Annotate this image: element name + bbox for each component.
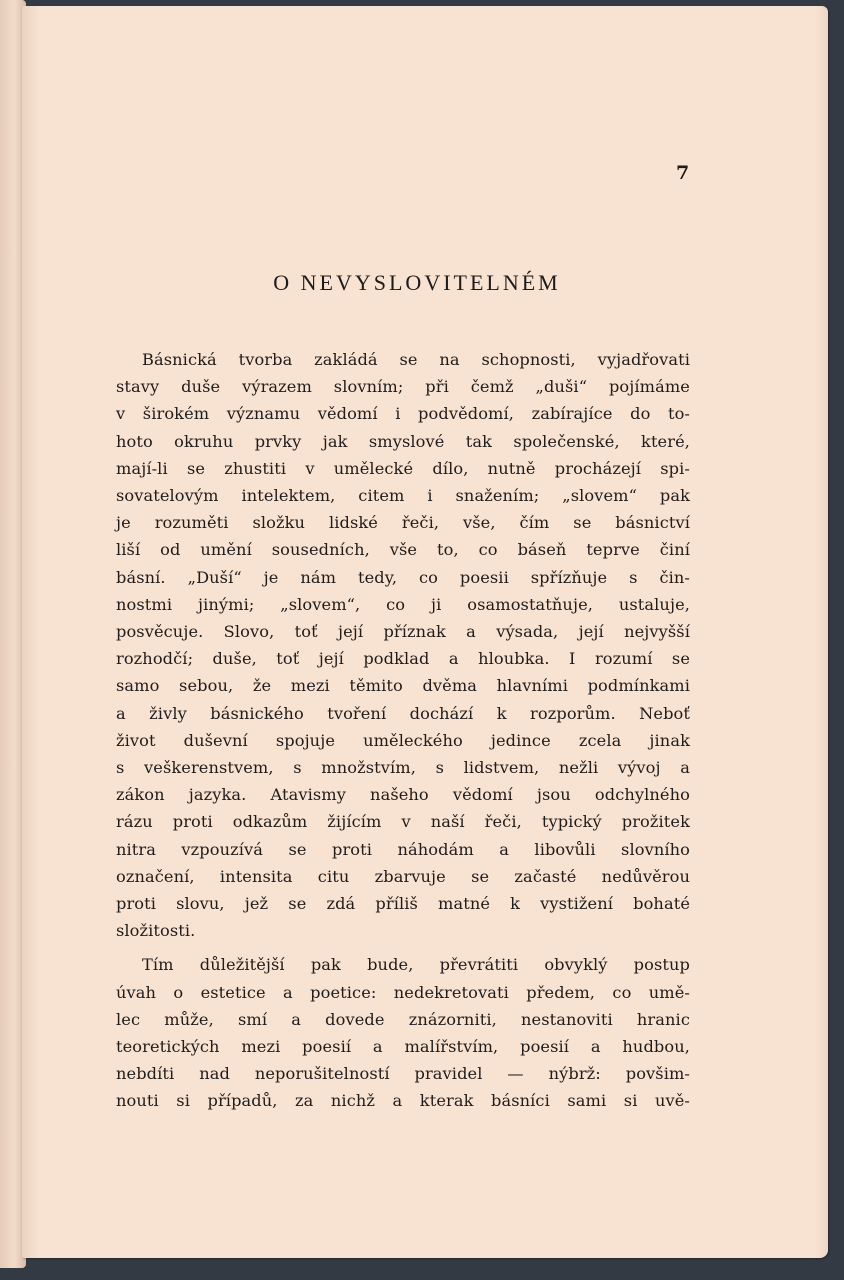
- text-line: nouti si případů, za nichž a kterak básníci sami si uvě-: [116, 1091, 690, 1111]
- page-number: 7: [676, 162, 690, 184]
- text-line: život duševní spojuje uměleckého jedince zcela jinak: [116, 730, 690, 750]
- text-line: v širokém významu vědomí i podvědomí, zabírajíce do to-: [116, 404, 690, 424]
- text-line: samo sebou, že mezi těmito dvěma hlavními podmínkami: [116, 676, 690, 696]
- text-line: básní. „Duší“ je nám tedy, co poesii spřízňuje s čin-: [116, 567, 690, 587]
- text-line: teoretických mezi poesií a malířstvím, poesií a hudbou,: [116, 1037, 690, 1057]
- text-line: nitra vzpouzívá se proti náhodám a libovůli slovního: [116, 839, 690, 859]
- text-line: proti slovu, jež se zdá příliš matné k vystižení bohaté: [116, 894, 690, 914]
- text-line: sovatelovým intelektem, citem i snažením; „slovem“ pak: [116, 486, 690, 506]
- book-page: [22, 6, 828, 1258]
- body-text: [116, 346, 690, 1115]
- text-line: hoto okruhu prvky jak smyslové tak společenské, které,: [116, 431, 690, 451]
- text-line: mají-li se zhustiti v umělecké dílo, nutně procházejí spi-: [116, 458, 690, 478]
- text-line: stavy duše výrazem slovním; při čemž „duši“ pojímáme: [116, 377, 690, 397]
- text-line: úvah o estetice a poetice: nedekretovati předem, co umě-: [116, 982, 690, 1002]
- text-line: Tím důležitější pak bude, převrátiti obvyklý postup: [142, 955, 690, 975]
- text-line: rozhodčí; duše, toť její podklad a hloubka. I rozumí se: [116, 649, 690, 669]
- text-line: zákon jazyka. Atavismy našeho vědomí jsou odchylného: [116, 785, 690, 805]
- text-line: nostmi jinými; „slovem“, co ji osamostatňuje, ustaluje,: [116, 594, 690, 614]
- paragraph-gap: [116, 944, 690, 951]
- chapter-title: O NEVYSLOVITELNÉM: [273, 270, 561, 295]
- text-line: liší od umění sousedních, vše to, co báseň teprve činí: [116, 540, 690, 560]
- text-line: označení, intensita citu zbarvuje se začasté nedůvěrou: [116, 866, 690, 886]
- text-line: složitosti.: [116, 921, 196, 941]
- paragraph-2: [116, 951, 690, 1114]
- text-line: s veškerenstvem, s množstvím, s lidstvem, nežli vývoj a: [116, 758, 690, 778]
- text-line: je rozuměti složku lidské řeči, vše, čím se básnictví: [116, 513, 690, 533]
- text-line: posvěcuje. Slovo, toť její příznak a výsada, její nejvyšší: [116, 622, 690, 642]
- text-line: nebdíti nad neporušitelností pravidel — nýbrž: povšim-: [116, 1064, 690, 1084]
- paragraph-1: [116, 346, 690, 944]
- text-line: rázu proti odkazům žijícím v naší řeči, typický prožitek: [116, 812, 690, 832]
- text-line: Básnická tvorba zakládá se na schopnosti, vyjadřovati: [142, 350, 690, 369]
- text-line: a živly básnického tvoření dochází k rozporům. Neboť: [116, 703, 690, 723]
- text-line: lec může, smí a dovede znázorniti, nestanoviti hranic: [116, 1009, 690, 1029]
